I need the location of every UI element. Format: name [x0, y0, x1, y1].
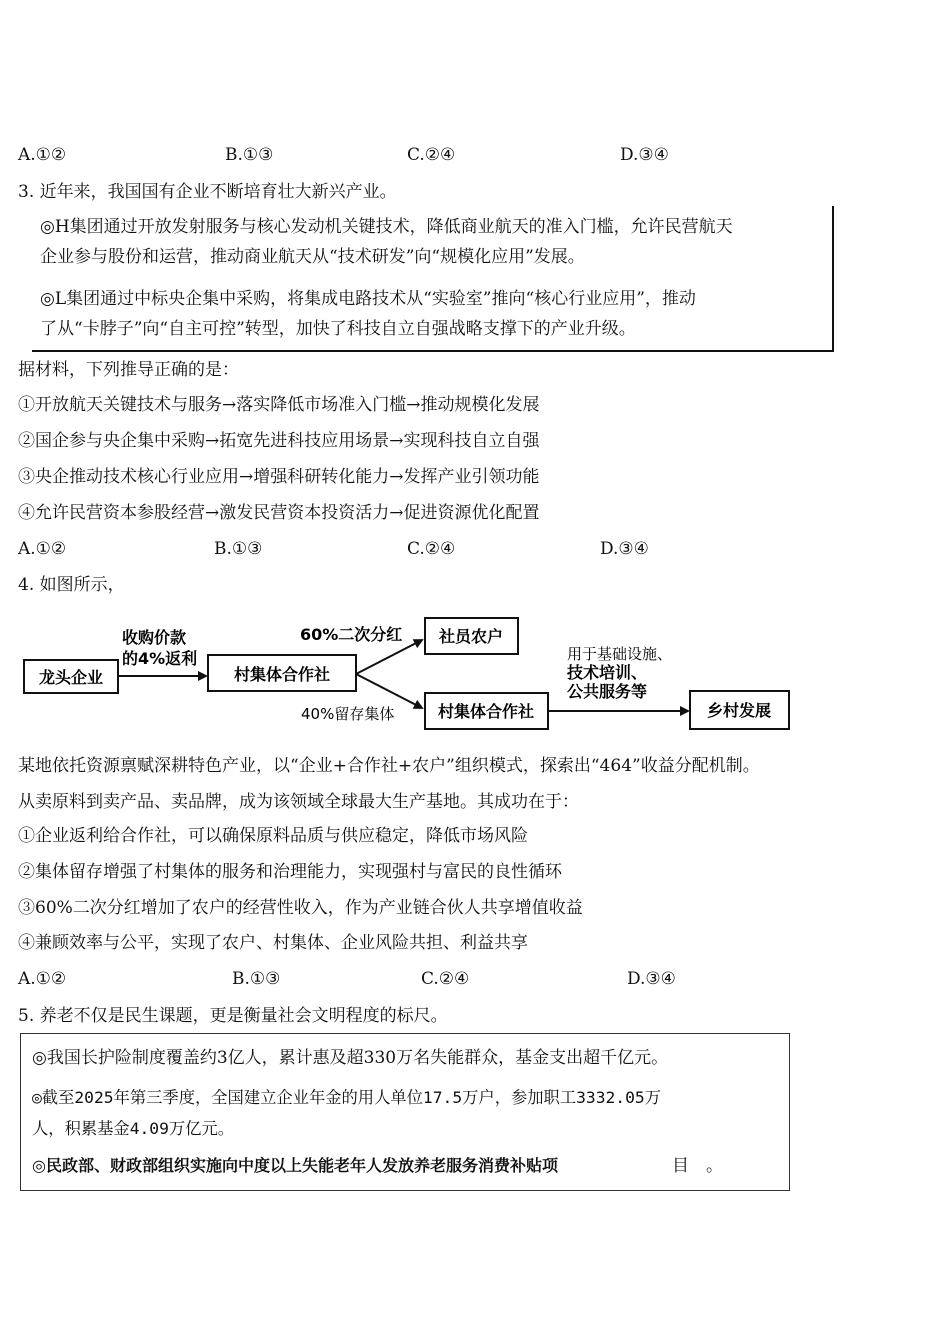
- q3-item-4: ④允许民营资本参股经营→激发民营资本投资活力→促进资源优化配置: [18, 503, 540, 523]
- edge-rebate-line-1: 收购价款: [122, 628, 187, 647]
- q3-material-line-2: 企业参与股份和运营，推动商业航天从“技术研发”向“规模化应用”发展。: [40, 247, 585, 267]
- node-coop-label: 村集体合作社: [233, 665, 331, 684]
- q5-material-line-4: ◎民政部、财政部组织实施向中度以上失能老年人发放养老服务消费补贴项: [32, 1156, 558, 1175]
- q4-text-line-2: 从卖原料到卖产品、卖品牌，成为该领域全球最大生产基地。其成功在于：: [18, 792, 579, 812]
- q3-option-c: C.②④: [407, 539, 456, 559]
- edge-dividend-label: 60%二次分红: [300, 625, 403, 644]
- q3-item-1: ①开放航天关键技术与服务→落实降低市场准入门槛→推动规模化发展: [18, 395, 540, 415]
- node-company-label: 龙头企业: [38, 668, 104, 687]
- q4-item-3: ③60%二次分红增加了农户的经营性收入，作为产业链合伙人共享增值收益: [18, 898, 583, 918]
- q4-item-1: ①企业返利给合作社，可以确保原料品质与供应稳定，降低市场风险: [18, 826, 528, 846]
- q4-option-c: C.②④: [421, 969, 470, 989]
- node-rural-label: 乡村发展: [706, 701, 772, 720]
- q3-item-3: ③央企推动技术核心行业应用→增强科研转化能力→发挥产业引领功能: [18, 467, 540, 487]
- arrow-coop-to-farmers: [356, 640, 422, 674]
- edge-use-line-1: 用于基础设施、: [567, 645, 673, 663]
- edge-use-line-2: 技术培训、: [567, 663, 648, 682]
- edge-use-line-3: 公共服务等: [567, 682, 648, 701]
- q3-stem: 3. 近年来，我国国有企业不断培育壮大新兴产业。: [18, 182, 397, 202]
- node-farmers-label: 社员农户: [438, 627, 504, 646]
- q2-option-b: B.①③: [225, 145, 274, 165]
- q3-option-d: D.③④: [600, 539, 649, 559]
- q5-material-line-4-end: 。: [706, 1156, 723, 1176]
- q4-option-d: D.③④: [627, 969, 676, 989]
- q4-text-line-1: 某地依托资源禀赋深耕特色产业，以“企业+合作社+农户”组织模式，探索出“464”收益分配机制。: [18, 756, 760, 776]
- q3-item-2: ②国企参与央企集中采购→拓宽先进科技应用场景→实现科技自立自强: [18, 431, 540, 451]
- edge-retain-label: 40%留存集体: [301, 705, 395, 723]
- q3-prompt: 据材料，下列推导正确的是：: [18, 360, 239, 380]
- q4-option-b: B.①③: [232, 969, 281, 989]
- q3-material-line-4: 了从“卡脖子”向“自主可控”转型，加快了科技自立自强战略支撑下的产业升级。: [40, 319, 636, 339]
- q5-material-line-1: ◎我国长护险制度覆盖约3亿人，累计惠及超330万名失能群众，基金支出超千亿元。: [32, 1048, 669, 1068]
- q4-option-a: A.①②: [18, 969, 67, 989]
- q2-option-d: D.③④: [620, 145, 669, 165]
- q3-material-line-3: ◎L集团通过中标央企集中采购，将集成电路技术从“实验室”推向“核心行业应用”，推动: [40, 289, 696, 309]
- q4-item-2: ②集体留存增强了村集体的服务和治理能力，实现强村与富民的良性循环: [18, 862, 562, 882]
- q4-item-4: ④兼顾效率与公平，实现了农户、村集体、企业风险共担、利益共享: [18, 933, 528, 953]
- q4-flow-diagram: [0, 600, 950, 750]
- q3-option-a: A.①②: [18, 539, 67, 559]
- arrow-coop-to-coop2: [356, 674, 422, 708]
- q5-material-line-4-tail: 目: [672, 1156, 689, 1176]
- q2-option-c: C.②④: [407, 145, 456, 165]
- q2-option-a: A.①②: [18, 145, 67, 165]
- q5-material-line-2: ◎截至2025年第三季度，全国建立企业年金的用人单位17.5万户，参加职工3332.05万: [32, 1088, 661, 1107]
- q5-stem: 5. 养老不仅是民生课题，更是衡量社会文明程度的标尺。: [18, 1006, 448, 1026]
- q3-material-line-1: ◎H集团通过开放发射服务与核心发动机关键技术，降低商业航天的准入门槛，允许民营航天: [40, 217, 733, 237]
- q3-option-b: B.①③: [214, 539, 263, 559]
- node-coop2-label: 村集体合作社: [437, 702, 535, 721]
- edge-rebate-line-2: 的4%返利: [122, 649, 198, 668]
- q5-material-line-3: 人，积累基金4.09万亿元。: [32, 1119, 235, 1138]
- q4-stem: 4. 如图所示，: [18, 575, 125, 595]
